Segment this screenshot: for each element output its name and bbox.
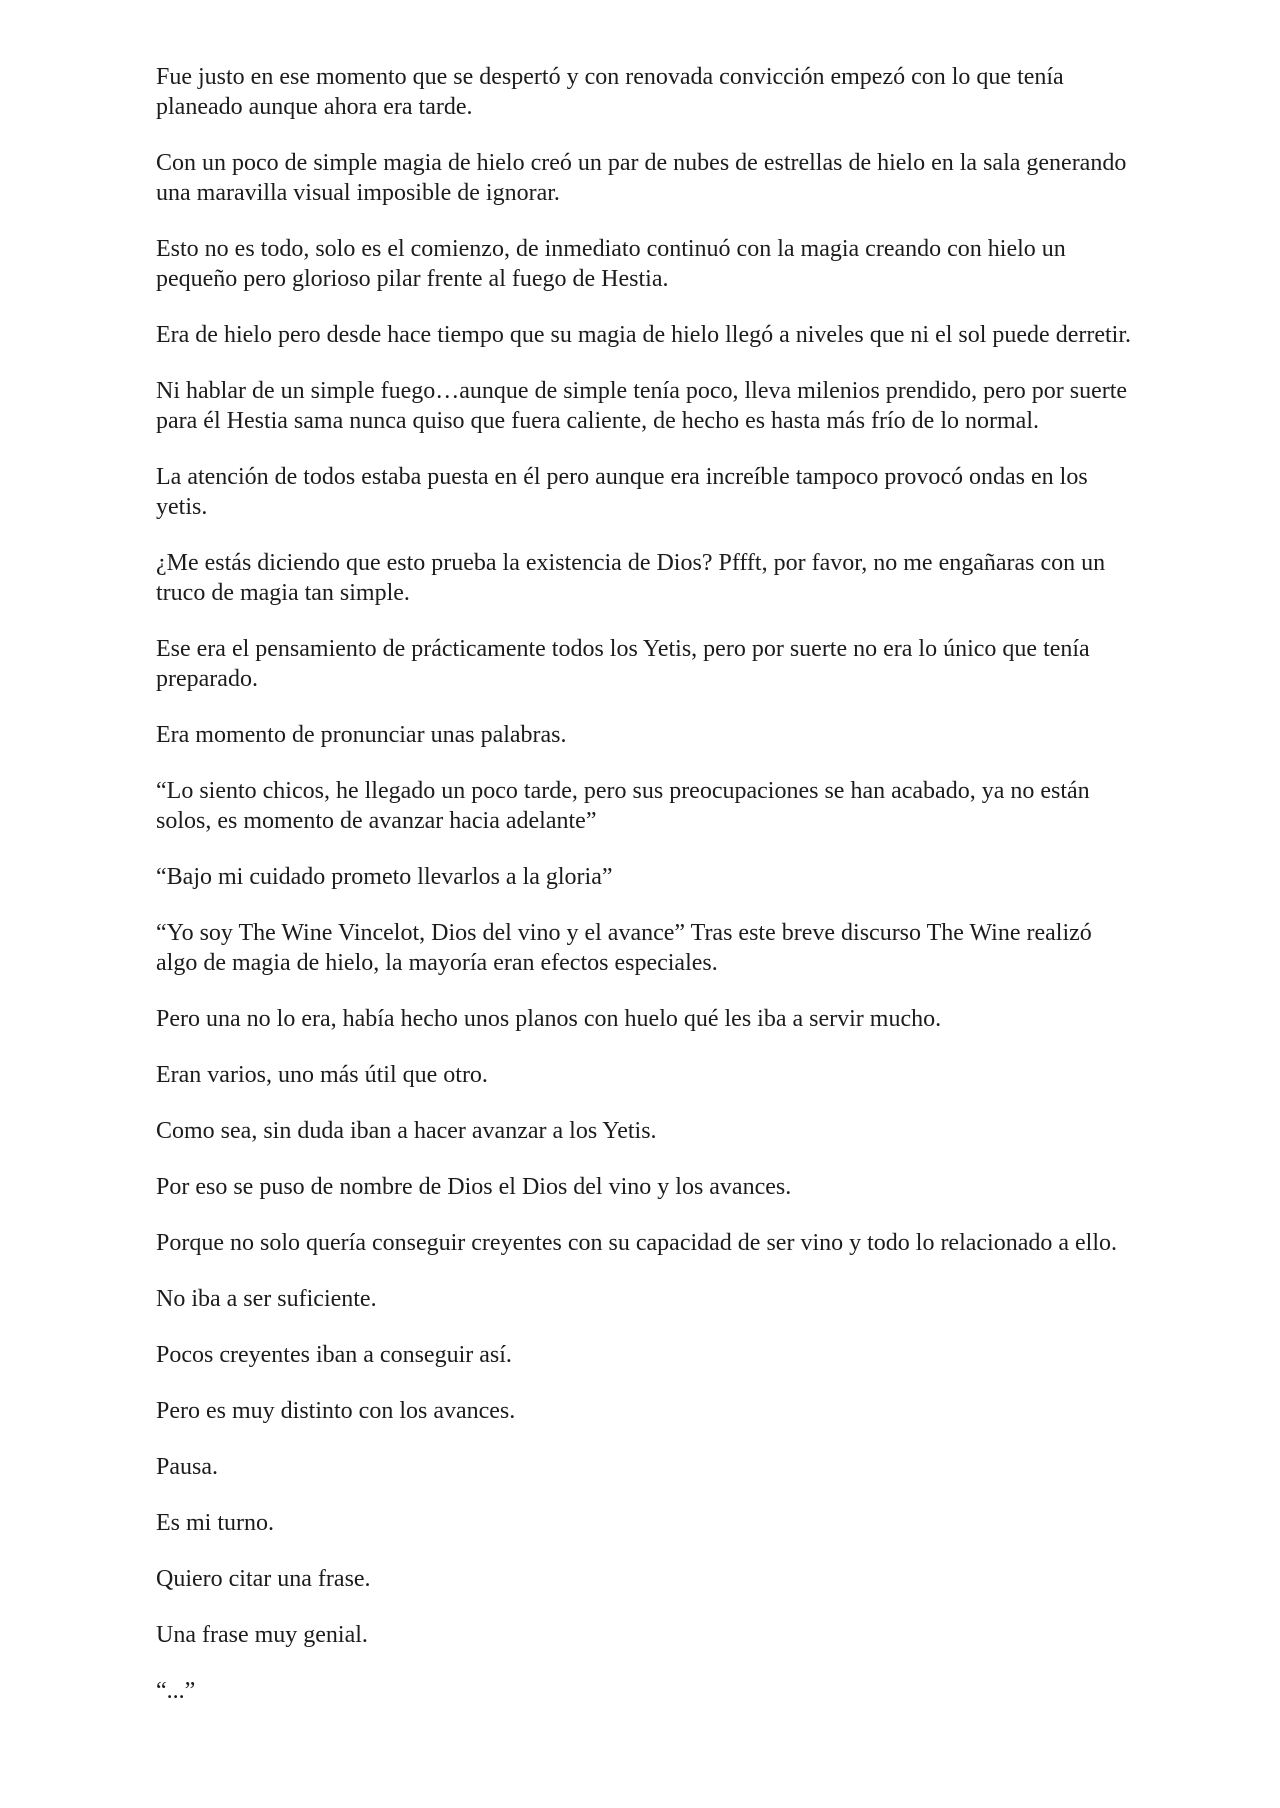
paragraph: Porque no solo quería conseguir creyentes con su capacidad de ser vino y todo lo relacionado a ello. <box>156 1230 1118 1256</box>
paragraph: Pocos creyentes iban a conseguir así. <box>156 1342 512 1368</box>
paragraph: Como sea, sin duda iban a hacer avanzar a los Yetis. <box>156 1118 657 1144</box>
paragraph: “Bajo mi cuidado prometo llevarlos a la gloria” <box>156 864 613 890</box>
paragraph: Pero una no lo era, había hecho unos planos con huelo qué les iba a servir mucho. <box>156 1006 942 1032</box>
document-page <box>156 62 1136 1732</box>
paragraph: La atención de todos estaba puesta en él pero aunque era increíble tampoco provocó ondas en los yetis. <box>156 464 1088 520</box>
paragraph: Era de hielo pero desde hace tiempo que su magia de hielo llegó a niveles que ni el sol puede derretir. <box>156 322 1131 348</box>
paragraph: Esto no es todo, solo es el comienzo, de inmediato continuó con la magia creando con hielo un pequeño pero glorioso pilar frente al fuego de Hestia. <box>156 236 1066 292</box>
paragraph: No iba a ser suficiente. <box>156 1286 377 1312</box>
paragraph: Por eso se puso de nombre de Dios el Dios del vino y los avances. <box>156 1174 792 1200</box>
paragraph: Ese era el pensamiento de prácticamente todos los Yetis, pero por suerte no era lo único que tenía preparado. <box>156 636 1090 692</box>
paragraph: Una frase muy genial. <box>156 1622 368 1648</box>
paragraph: Pero es muy distinto con los avances. <box>156 1398 516 1424</box>
paragraph: Pausa. <box>156 1454 218 1480</box>
paragraph: Quiero citar una frase. <box>156 1566 371 1592</box>
paragraph: “...” <box>156 1678 196 1704</box>
paragraph: Fue justo en ese momento que se despertó y con renovada convicción empezó con lo que tenía planeado aunque ahora era tarde. <box>156 64 1064 120</box>
paragraph: Con un poco de simple magia de hielo creó un par de nubes de estrellas de hielo en la sala generando una maravilla visual imposible de ignorar. <box>156 150 1127 206</box>
paragraph: ¿Me estás diciendo que esto prueba la existencia de Dios? Pffft, por favor, no me engañaras con un truco de magia tan simple. <box>156 550 1106 606</box>
paragraph: Es mi turno. <box>156 1510 274 1536</box>
paragraph: Ni hablar de un simple fuego…aunque de simple tenía poco, lleva milenios prendido, pero por suerte para él Hestia sama nunca quiso que fuera caliente, de hecho es hasta más frío de lo normal. <box>156 378 1128 434</box>
paragraph: “Yo soy The Wine Vincelot, Dios del vino y el avance” Tras este breve discurso The Wine realizó algo de magia de hielo, la mayoría eran efectos especiales. <box>156 920 1092 976</box>
paragraph: Eran varios, uno más útil que otro. <box>156 1062 488 1088</box>
paragraph: “Lo siento chicos, he llegado un poco tarde, pero sus preocupaciones se han acabado, ya no están solos, es momento de avanzar hacia adelante” <box>156 778 1090 834</box>
paragraph: Era momento de pronunciar unas palabras. <box>156 722 567 748</box>
